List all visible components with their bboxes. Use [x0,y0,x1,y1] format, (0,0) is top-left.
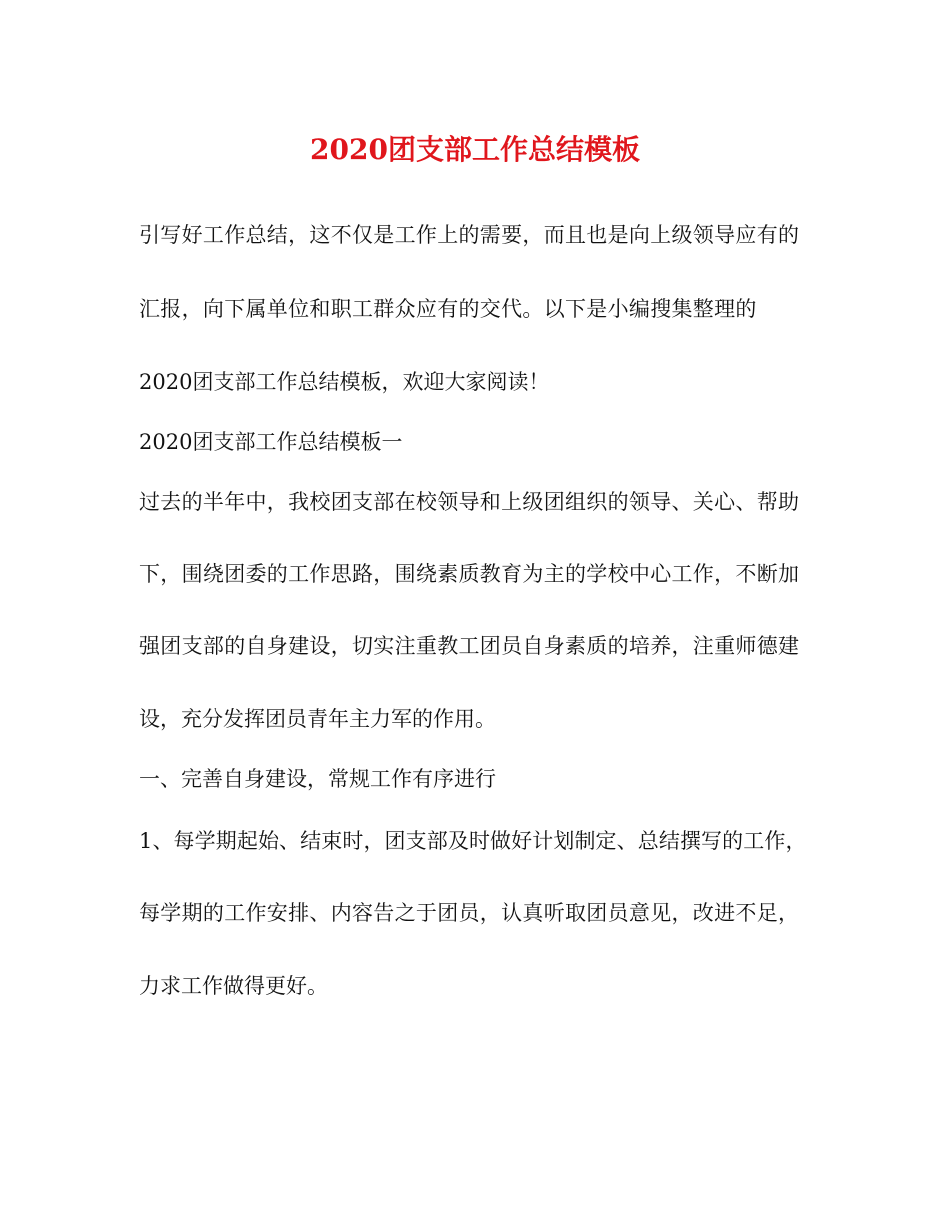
paragraph-line: 引写好工作总结，这不仅是工作上的需要，而且也是向上级领导应有的 [139,223,800,247]
paragraph-line: 下，围绕团委的工作思路，围绕素质教育为主的学校中心工作，不断加 [139,562,800,586]
paragraph-line: 1、每学期起始、结束时，团支部及时做好计划制定、总结撰写的工作， [139,829,807,853]
paragraph-line: 强团支部的自身建设，切实注重教工团员自身素质的培养，注重师德建 [139,634,800,658]
paragraph-line: 设，充分发挥团员青年主力军的作用。 [139,707,496,731]
paragraph-line: 力求工作做得更好。 [139,974,328,998]
document-title: 2020团支部工作总结模板 [310,133,640,166]
section-heading: 2020团支部工作总结模板一 [139,430,403,454]
paragraph-line: 2020团支部工作总结模板，欢迎大家阅读！ [139,370,550,394]
paragraph-line: 过去的半年中，我校团支部在校领导和上级团组织的领导、关心、帮助 [139,490,800,514]
section-heading: 一、完善自身建设，常规工作有序进行 [139,767,496,791]
paragraph-line: 每学期的工作安排、内容告之于团员，认真听取团员意见，改进不足， [139,901,800,925]
paragraph-line: 汇报，向下属单位和职工群众应有的交代。以下是小编搜集整理的 [139,297,757,321]
